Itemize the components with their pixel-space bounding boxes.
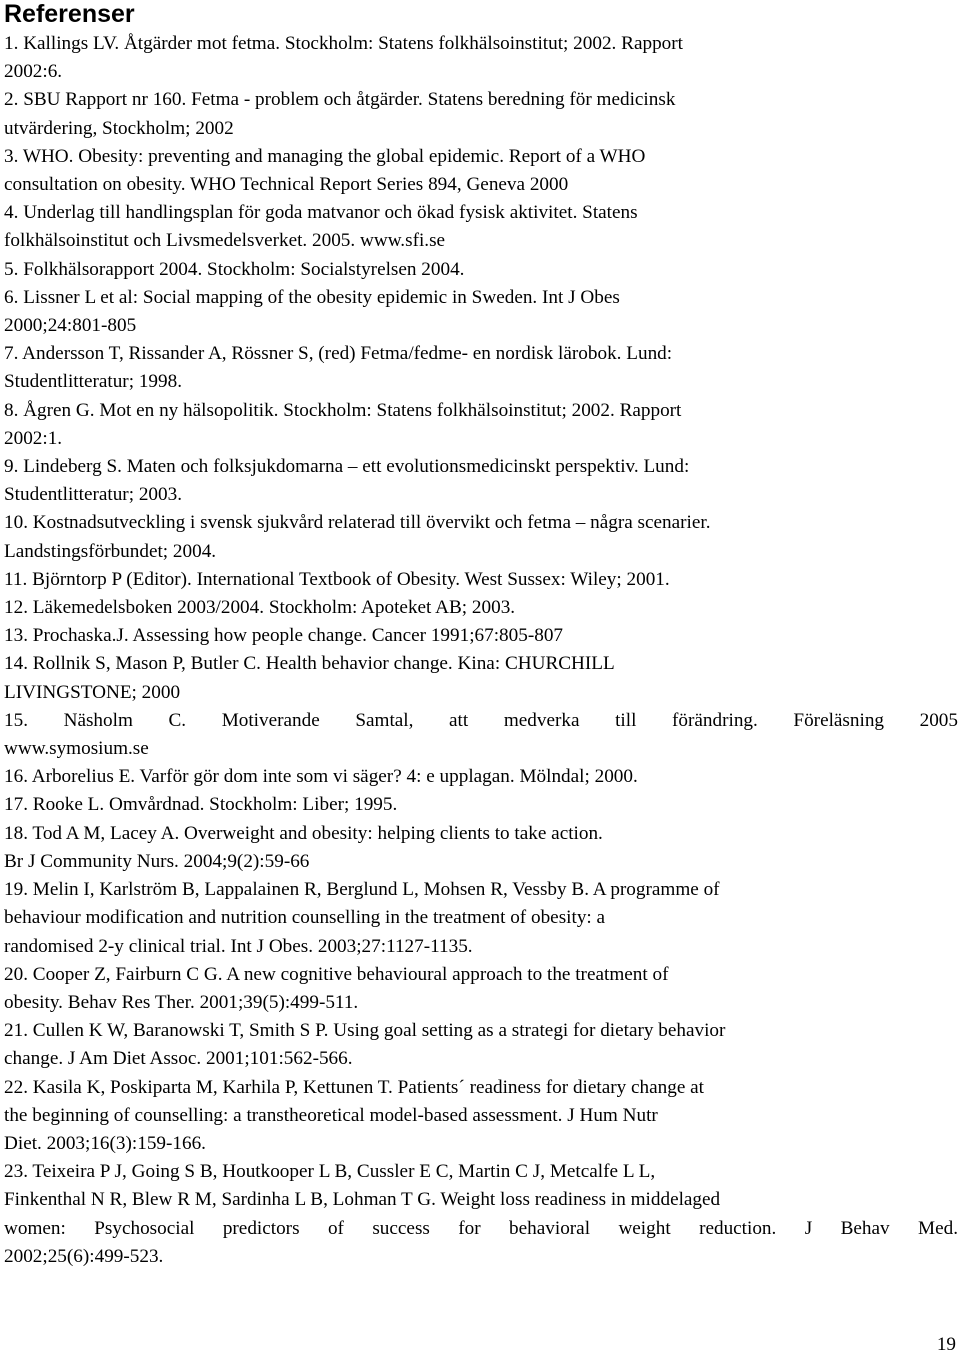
reference-line: 1. Kallings LV. Åtgärder mot fetma. Stockholm: Statens folkhälsoinstitut; 2002. Rapport xyxy=(4,33,683,54)
reference-line: 6. Lissner L et al: Social mapping of the obesity epidemic in Sweden. Int J Obes xyxy=(4,286,620,308)
reference-line: 3. WHO. Obesity: preventing and managing the global epidemic. Report of a WHO xyxy=(4,145,646,167)
reference-line: change. J Am Diet Assoc. 2001;101:562-566. xyxy=(4,1048,353,1070)
reference-item xyxy=(4,961,958,1017)
reference-line: 18. Tod A M, Lacey A. Overweight and obesity: helping clients to take action. xyxy=(4,822,603,844)
reference-line: Br J Community Nurs. 2004;9(2):59-66 xyxy=(4,850,310,872)
reference-line: 17. Rooke L. Omvårdnad. Stockholm: Liber; 1995. xyxy=(4,794,398,816)
reference-line: 7. Andersson T, Rissander A, Rössner S, (red) Fetma/fedme- en nordisk lärobok. Lund: xyxy=(4,343,673,365)
reference-item xyxy=(4,820,958,876)
reference-line: 2002:6. xyxy=(4,61,63,83)
reference-line: 11. Björntorp P (Editor). International Textbook of Obesity. West Sussex: Wiley; 2001. xyxy=(4,568,670,590)
reference-line: the beginning of counselling: a transtheoretical model-based assessment. J Hum Nutr xyxy=(4,1104,658,1126)
reference-line: 12. Läkemedelsboken 2003/2004. Stockholm: Apoteket AB; 2003. xyxy=(4,597,516,619)
reference-line: 13. Prochaska.J. Assessing how people change. Cancer 1991;67:805-807 xyxy=(4,625,564,647)
reference-item xyxy=(4,594,958,622)
reference-item xyxy=(4,763,958,791)
reference-item xyxy=(4,256,958,284)
reference-line: 2000;24:801-805 xyxy=(4,315,137,337)
reference-line: LIVINGSTONE; 2000 xyxy=(4,681,181,703)
reference-line: 16. Arborelius E. Varför gör dom inte som vi säger? 4: e upplagan. Mölndal; 2000. xyxy=(4,766,638,788)
reference-line: 5. Folkhälsorapport 2004. Stockholm: Socialstyrelsen 2004. xyxy=(4,258,465,280)
reference-line: 23. Teixeira P J, Going S B, Houtkooper L B, Cussler E C, Martin C J, Metcalfe L L, xyxy=(4,1161,656,1183)
reference-line: 8. Ågren G. Mot en ny hälsopolitik. Stockholm: Statens folkhälsoinstitut; 2002. Rapport xyxy=(4,399,682,421)
reference-line: 21. Cullen K W, Baranowski T, Smith S P. Using goal setting as a strategi for dietary behavior xyxy=(4,1020,726,1042)
reference-line: randomised 2-y clinical trial. Int J Obes. 2003;27:1127-1135. xyxy=(4,935,473,957)
reference-line: Finkenthal N R, Blew R M, Sardinha L B, Lohman T G. Weight loss readiness in middelaged xyxy=(4,1189,721,1211)
reference-item xyxy=(4,1074,958,1159)
reference-item xyxy=(4,397,958,453)
reference-line: obesity. Behav Res Ther. 2001;39(5):499-511. xyxy=(4,991,359,1013)
reference-item xyxy=(4,876,958,961)
reference-item xyxy=(4,453,958,509)
reference-line: 9. Lindeberg S. Maten och folksjukdomarna – ett evolutionsmedicinskt perspektiv. Lund: xyxy=(4,456,690,478)
reference-line: 2. SBU Rapport nr 160. Fetma - problem och åtgärder. Statens beredning för medicinsk xyxy=(4,89,676,111)
reference-line: 2002:1. xyxy=(4,427,63,449)
reference-item xyxy=(4,1017,958,1073)
reference-line: 14. Rollnik S, Mason P, Butler C. Health behavior change. Kina: CHURCHILL xyxy=(4,653,615,675)
reference-line: Studentlitteratur; 1998. xyxy=(4,371,182,393)
reference-item xyxy=(4,199,958,255)
reference-line: 20. Cooper Z, Fairburn C G. A new cognitive behavioural approach to the treatment of xyxy=(4,963,669,985)
reference-item xyxy=(4,284,958,340)
reference-line: folkhälsoinstitut och Livsmedelsverket. 2005. www.sfi.se xyxy=(4,230,446,252)
reference-line: utvärdering, Stockholm; 2002 xyxy=(4,117,234,139)
reference-line: Diet. 2003;16(3):159-166. xyxy=(4,1132,206,1154)
reference-line: women: Psychosocial predictors of success for behavioral weight reduction. J Behav Med. xyxy=(4,1217,958,1239)
reference-item xyxy=(4,340,958,396)
reference-item xyxy=(4,1158,958,1271)
reference-line: Landstingsförbundet; 2004. xyxy=(4,540,217,562)
reference-line: 2002;25(6):499-523. xyxy=(4,1245,164,1267)
reference-item xyxy=(4,622,958,650)
reference-item xyxy=(4,509,958,565)
reference-item xyxy=(4,566,958,594)
reference-item xyxy=(4,86,958,142)
reference-line: 19. Melin I, Karlström B, Lappalainen R, Berglund L, Mohsen R, Vessby B. A programme of xyxy=(4,879,720,901)
reference-item xyxy=(4,791,958,819)
reference-line: 10. Kostnadsutveckling i svensk sjukvård relaterad till övervikt och fetma – några scenarier. xyxy=(4,512,711,534)
page-heading: Referenser xyxy=(4,0,135,28)
reference-line: consultation on obesity. WHO Technical Report Series 894, Geneva 2000 xyxy=(4,174,569,196)
reference-item xyxy=(4,707,958,763)
reference-item xyxy=(4,30,958,86)
reference-list xyxy=(4,30,958,1271)
reference-line: 4. Underlag till handlingsplan för goda matvanor och ökad fysisk aktivitet. Statens xyxy=(4,202,638,224)
reference-item xyxy=(4,650,958,706)
reference-line: 15. Näsholm C. Motiverande Samtal, att medverka till förändring. Föreläsning 2005 xyxy=(4,709,958,731)
reference-item xyxy=(4,143,958,199)
reference-line: 22. Kasila K, Poskiparta M, Karhila P, Kettunen T. Patients´ readiness for dietary change at xyxy=(4,1076,704,1098)
reference-line: Studentlitteratur; 2003. xyxy=(4,484,182,506)
reference-line: behaviour modification and nutrition counselling in the treatment of obesity: a xyxy=(4,907,606,929)
page-number: 19 xyxy=(936,1334,956,1355)
reference-line: www.symosium.se xyxy=(4,738,149,760)
